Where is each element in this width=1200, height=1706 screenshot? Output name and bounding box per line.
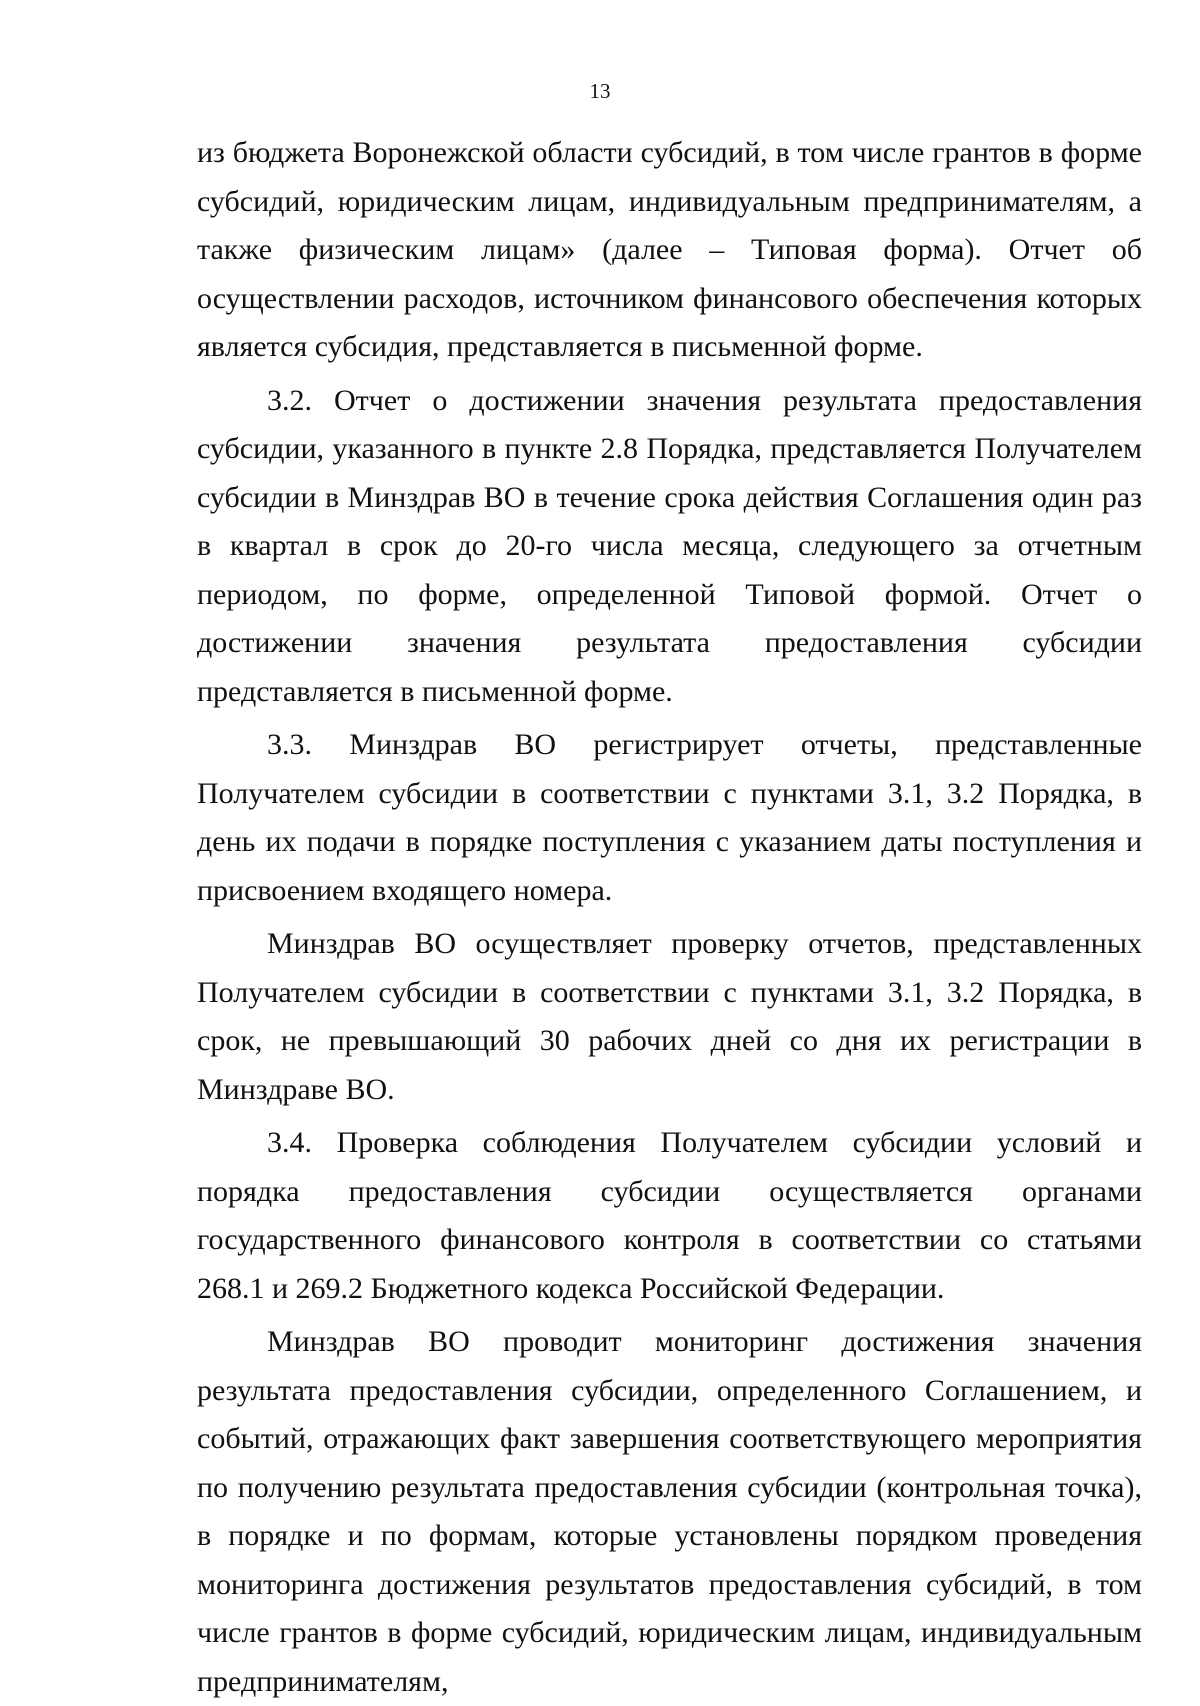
paragraph-3-3: 3.3. Минздрав ВО регистрирует отчеты, представленные Получателем субсидии в соответствии с пунктами 3.1, 3.2 Порядка, в день их подачи в порядке поступления с указанием даты поступления и присвоением входящего номера. <box>197 728 1142 907</box>
paragraph-verification: Минздрав ВО осуществляет проверку отчетов, представленных Получателем субсидии в соответствии с пунктами 3.1, 3.2 Порядка, в срок, не превышающий 30 рабочих дней со дня их регистрации в Минздраве ВО. <box>197 927 1142 1106</box>
paragraph-monitoring: Минздрав ВО проводит мониторинг достижения значения результата предоставления субсидии, определенного Соглашением, и событий, отражающих факт завершения соответствующего мероприятия по получению результата предоставления субсидии (контрольная точка), в порядке и по формам, которые установлены порядком проведения мониторинга достижения результатов предоставления субсидий, в том числе грантов в форме субсидий, юридическим лицам, индивидуальным предпринимателям, <box>197 1325 1142 1698</box>
paragraph-3-4: 3.4. Проверка соблюдения Получателем субсидии условий и порядка предоставления субсидии осуществляется органами государственного финансового контроля в соответствии со статьями 268.1 и 269.2 Бюджетного кодекса Российской Федерации. <box>197 1126 1142 1305</box>
paragraph-3-2: 3.2. Отчет о достижении значения результата предоставления субсидии, указанного в пункте 2.8 Порядка, представляется Получателем субсидии в Минздрав ВО в течение срока действия Соглашения один раз в квартал в срок до 20-го числа месяца, следующего за отчетным периодом, по форме, определенной Типовой формой. Отчет о достижении значения результата предоставления субсидии представляется в письменной форме. <box>197 383 1142 708</box>
document-body <box>197 129 1142 1706</box>
page-number: 13 <box>589 79 611 103</box>
paragraph-continuation: из бюджета Воронежской области субсидий, в том числе грантов в форме субсидий, юридическим лицам, индивидуальным предпринимателям, а также физическим лицам» (далее – Типовая форма). Отчет об осуществлении расходов, источником финансового обеспечения которых является субсидия, представляется в письменной форме. <box>197 136 1142 363</box>
